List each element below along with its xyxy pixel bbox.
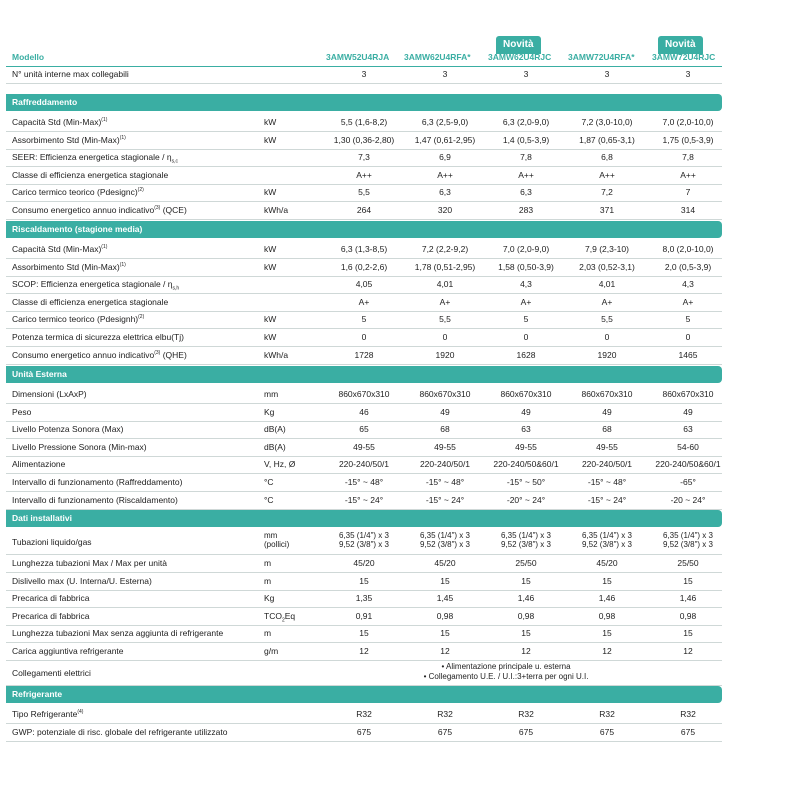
cell-value: 1,46 [598,593,616,604]
cell-value: 314 [680,205,696,215]
cell-value: A+ [358,296,370,307]
cell-value: 63 [521,424,531,435]
cell-value: 12 [602,646,612,656]
cell-value: 675 [518,726,534,737]
cell-value: R32 [518,709,534,719]
cell-value: 0,98 [679,610,697,621]
cell-value: 2,0 (0,5-3,9) [664,261,712,272]
section-header: Refrigerante [6,686,722,703]
row-unit: m [264,575,272,586]
row-unit: dB(A) [264,424,286,435]
cell-value: 15 [602,575,612,586]
cell-value: 3 [685,69,691,79]
cell-value: A++ [437,169,453,180]
cell-value: 15 [683,628,693,639]
cell-value: 12 [440,646,450,656]
section-header: Dati installativi [6,510,722,527]
row-label: Consumo energetico annuo indicativo$^{(3)}$ (QHE) [12,349,187,360]
cell-value: 0 [442,332,448,342]
cell-value: 15 [440,628,450,639]
cell-value: 54-60 [677,441,699,452]
table-row [6,661,722,686]
cell-value: 7,9 (2,3-10) [585,244,629,254]
cell-value: 0 [523,332,529,342]
cell-value: 4,01 [598,279,616,290]
row-label: Carico termico teorico (Pdesignh)$^{(2)}$ [12,314,145,325]
table-row [6,259,722,277]
cell-value: 0 [361,332,367,342]
cell-value: -15° ~ 50° [506,477,546,487]
table-row [6,276,722,294]
cell-value: 15 [521,628,531,639]
row-unit: kW [264,244,277,254]
cell-value: A++ [680,169,696,180]
row-label: Carica aggiuntiva refrigerante [12,646,124,656]
table-row [6,530,722,555]
cell-value: 1,30 (0,36-2,80) [333,134,395,145]
cell-value: 49 [521,406,531,417]
cell-value: 49-55 [596,441,618,452]
cell-value: 1,87 (0,65-3,1) [579,134,635,145]
cell-value: 49-55 [434,441,456,452]
row-label: Assorbimento Std $(Min-Max)^{(1)}$ [12,261,126,272]
cell-value: A++ [356,169,372,180]
cell-value: 12 [359,646,369,656]
cell-value: 5 [361,314,367,325]
cell-value: 320 [437,205,453,215]
section-header: Riscaldamento (stagione media) [6,221,722,238]
cell-value: 5 [523,314,529,325]
cell-value: 860x670x310 [419,389,471,399]
cell-value: 49 [440,406,450,417]
cell-value: 6,35 (1/4") x 3 9,52 (3/8") x 3 [582,531,632,549]
cell-value: A++ [599,169,615,180]
row-label: Dimensioni (LxAxP) [12,389,87,399]
cell-value: 1,47 (0,61-2,95) [414,134,476,145]
cell-value: 7 [685,187,691,198]
row-unit: Kg [264,593,275,604]
cell-value: 675 [356,726,372,737]
table-row [6,149,722,167]
cell-value: R32 [599,709,615,719]
cell-value: 0 [685,332,691,342]
row-unit: m [264,558,272,568]
header-label: Modello [12,52,45,62]
cell-value: A+ [601,296,613,307]
cell-value: 1728 [354,349,374,360]
table-row [6,608,722,626]
cell-value: 12 [521,646,531,656]
table-row [6,492,722,510]
cell-value: A+ [682,296,694,307]
cell-value: -15° ~ 48° [344,477,384,487]
row-unit: g/m [264,646,279,656]
cell-value: 1,46 [517,593,535,604]
cell-value: 4,05 [355,279,373,290]
cell-value: 6,8 [601,152,613,163]
cell-value: 0 [604,332,610,342]
cell-value: 220-240/50/1 [338,459,390,470]
row-label: Lunghezza tubazioni Max senza aggiunta di refrigerante [12,628,224,639]
table-row [6,167,722,185]
cell-value: 8,0 (2,0-10,0) [662,244,714,254]
row-label: Intervallo di funzionamento (Raffreddamento) [12,477,183,487]
row-label: SEER: Efficienza energetica stagionale / $\eta_{s,c}$ [12,152,178,165]
table-row [6,404,722,422]
cell-value: 5 [685,314,691,325]
cell-value: 1,4 (0,5-3,9) [502,134,550,145]
row-label: Classe di efficienza energetica stagionale [12,169,169,180]
cell-value: 25/50 [677,558,699,568]
model-col-4: 3AMW72U4RFA* [568,52,635,62]
cell-value: 220-240/50&60/1 [493,459,559,470]
table-row [6,474,722,492]
row-label: N° unità interne max collegabili [12,69,129,79]
cell-value: 1,6 (0,2-2,6) [340,261,388,272]
cell-value: 3 [604,69,610,79]
table-row [6,329,722,347]
table-row [6,643,722,661]
cell-value: 12 [683,646,693,656]
row-label: Capacità Std $(Min-Max)^{(1)}$ [12,117,108,127]
cell-value: -15° ~ 48° [587,477,627,487]
row-label: Lunghezza tubazioni Max / Max per unità [12,558,167,568]
table-row [6,573,722,591]
row-unit: °C [264,477,274,487]
row-label: Dislivello max (U. Interna/U. Esterna) [12,575,152,586]
cell-value: 15 [440,575,450,586]
cell-value: A+ [439,296,451,307]
row-unit: m [264,628,272,639]
row-label: Livello Pressione Sonora (Min-max) [12,441,147,452]
cell-value: 1,46 [679,593,697,604]
row-unit: kW [264,134,277,145]
cell-value: 6,35 (1/4") x 3 9,52 (3/8") x 3 [501,531,551,549]
row-label: SCOP: Efficienza energetica stagionale / $\eta_{s,h}$ [12,279,180,292]
cell-value: 7,3 [358,152,370,163]
badge-novita-1: Novità [496,36,541,54]
row-unit: kW [264,332,277,342]
row-unit: Kg [264,406,275,417]
cell-value: 15 [359,575,369,586]
cell-value: 1,45 [436,593,454,604]
row-unit: kWh/a [264,205,289,215]
cell-value: 68 [440,424,450,435]
section-header: Raffreddamento [6,94,722,111]
cell-value: 7,8 [520,152,532,163]
cell-value: -15° ~ 24° [587,494,627,505]
cell-value: R32 [356,709,372,719]
row-unit: V, Hz, Ø [264,459,296,470]
row-unit: dB(A) [264,441,286,452]
cell-value: 4,3 [682,279,694,290]
table-row [6,241,722,259]
row-label: Potenza termica di sicurezza elettrica elbu(Tj) [12,332,184,342]
cell-value: 860x670x310 [581,389,633,399]
cell-value: 1,35 [355,593,373,604]
cell-value: 4,3 [520,279,532,290]
table-row [6,625,722,643]
badge-novita-2: Novità [658,36,703,54]
cell-value: 675 [437,726,453,737]
cell-value: 7,0 (2,0-9,0) [502,244,550,254]
cell-value: 6,9 [439,152,451,163]
row-label: Precarica di fabbrica [12,593,90,604]
row-label: Tipo Refrigerante$^{(4)}$ [12,709,84,719]
table-row [6,132,722,150]
model-col-3: 3AMW62U4RJC [488,52,552,62]
cell-value: 6,3 (2,0-9,0) [502,117,550,127]
row-label: Classe di efficienza energetica stagionale [12,296,169,307]
cell-value: 1920 [435,349,455,360]
cell-value: 1920 [597,349,617,360]
cell-value: 1465 [678,349,698,360]
cell-value: 45/20 [434,558,456,568]
cell-value: 1,78 (0,51-2,95) [414,261,476,272]
row-unit: kW [264,261,277,272]
cell-value: R32 [680,709,696,719]
row-label: Alimentazione [12,459,66,470]
row-unit: kWh/a [264,349,289,360]
cell-value: -15° ~ 48° [425,477,465,487]
table-row [6,421,722,439]
cell-value: 2,03 (0,52-3,1) [579,261,635,272]
wiring-notes: • Alimentazione principale u. esterna • Collegamento U.E. / U.I.:3+terra per ogni U.I. [423,661,589,681]
cell-value: 0,98 [598,610,616,621]
cell-value: 6,35 (1/4") x 3 9,52 (3/8") x 3 [663,531,713,549]
cell-value: 283 [518,205,534,215]
table-row [6,456,722,474]
row-unit: mm [264,389,279,399]
cell-value: 860x670x310 [500,389,552,399]
cell-value: 7,2 [601,187,613,198]
cell-value: 0,98 [517,610,535,621]
cell-value: 6,3 [439,187,451,198]
table-row [6,386,722,404]
cell-value: 675 [599,726,615,737]
cell-value: 675 [680,726,696,737]
cell-value: 264 [356,205,372,215]
cell-value: 0,98 [436,610,454,621]
cell-value: 49 [683,406,693,417]
cell-value: -15° ~ 24° [344,494,384,505]
table-row [6,311,722,329]
cell-value: 1628 [516,349,536,360]
cell-value: 6,35 (1/4") x 3 9,52 (3/8") x 3 [339,531,389,549]
table-row [6,439,722,457]
table-row [6,202,722,220]
table-row [6,347,722,365]
row-label: Tubazioni liquido/gas [12,537,92,547]
cell-value: 6,3 (1,3-8,5) [340,244,388,254]
cell-value: 15 [359,628,369,639]
cell-value: 5,5 [601,314,613,325]
row-unit: $TCO_2Eq$ [264,610,296,624]
cell-value: 49 [602,406,612,417]
cell-value: 5,5 [358,187,370,198]
cell-value: 25/50 [515,558,537,568]
table-row [6,590,722,608]
table-header [6,48,722,67]
row-label: Peso [12,406,32,417]
cell-value: 220-240/50&60/1 [655,459,721,470]
row-label: Consumo energetico annuo indicativo$^{(3)}$ (QCE) [12,205,187,215]
cell-value: 45/20 [353,558,375,568]
cell-value: 1,58 (0,50-3,9) [498,261,554,272]
section-header: Unità Esterna [6,366,722,383]
row-label: Livello Potenza Sonora (Max) [12,424,124,435]
cell-value: R32 [437,709,453,719]
row-unit: kW [264,314,277,325]
cell-value: 49-55 [515,441,537,452]
cell-value: -20 ~ 24° [670,494,706,505]
cell-value: 371 [599,205,615,215]
cell-value: 65 [359,424,369,435]
cell-value: 45/20 [596,558,618,568]
row-unit: kW [264,187,277,198]
row-label: Capacità Std $(Min-Max)^{(1)}$ [12,244,108,254]
cell-value: 220-240/50/1 [581,459,633,470]
cell-value: 6,3 (2,5-9,0) [421,117,469,127]
row-label: Precarica di fabbrica [12,610,90,621]
table-row [6,724,722,742]
cell-value: 7,0 (2,0-10,0) [662,117,714,127]
cell-value: 860x670x310 [662,389,714,399]
cell-value: 4,01 [436,279,454,290]
cell-value: 5,5 (1,6-8,2) [340,117,388,127]
cell-value: 68 [602,424,612,435]
row-label: Collegamenti elettrici [12,667,91,678]
cell-value: 46 [359,406,369,417]
cell-value: A++ [518,169,534,180]
cell-value: 1,75 (0,5-3,9) [662,134,714,145]
cell-value: 15 [521,575,531,586]
table-row [6,294,722,312]
cell-value: 3 [523,69,529,79]
cell-value: 3 [361,69,367,79]
cell-value: 0,91 [355,610,373,621]
row-unit: mm (pollici) [264,531,290,549]
cell-value: 15 [683,575,693,586]
cell-value: -20° ~ 24° [506,494,546,505]
cell-value: 7,2 (3,0-10,0) [581,117,633,127]
table-row [6,555,722,573]
cell-value: 860x670x310 [338,389,390,399]
cell-value: 7,8 [682,152,694,163]
cell-value: 63 [683,424,693,435]
row-label: GWP: potenziale di risc. globale del refrigerante utilizzato [12,726,228,737]
row-label: Intervallo di funzionamento (Riscaldamento) [12,494,178,505]
cell-value: A+ [520,296,532,307]
model-col-1: 3AMW52U4RJA [326,52,390,62]
cell-value: -15° ~ 24° [425,494,465,505]
row-label: Assorbimento Std $(Min-Max)^{(1)}$ [12,134,126,145]
row-unit: kW [264,117,277,127]
table-row [6,184,722,202]
cell-value: 6,3 [520,187,532,198]
cell-value: -65° [680,477,696,487]
table-row [6,66,722,84]
cell-value: 15 [602,628,612,639]
row-unit: °C [264,494,274,505]
table-row [6,706,722,724]
model-col-2: 3AMW62U4RFA* [404,52,471,62]
table-row [6,114,722,132]
cell-value: 49-55 [353,441,375,452]
cell-value: 6,35 (1/4") x 3 9,52 (3/8") x 3 [420,531,470,549]
cell-value: 220-240/50/1 [419,459,471,470]
cell-value: 5,5 [439,314,451,325]
model-col-5: 3AMW72U4RJC [652,52,716,62]
cell-value: 7,2 (2,2-9,2) [421,244,469,254]
row-label: Carico termico teorico (Pdesignc)$^{(2)}$ [12,187,144,198]
cell-value: 3 [442,69,448,79]
